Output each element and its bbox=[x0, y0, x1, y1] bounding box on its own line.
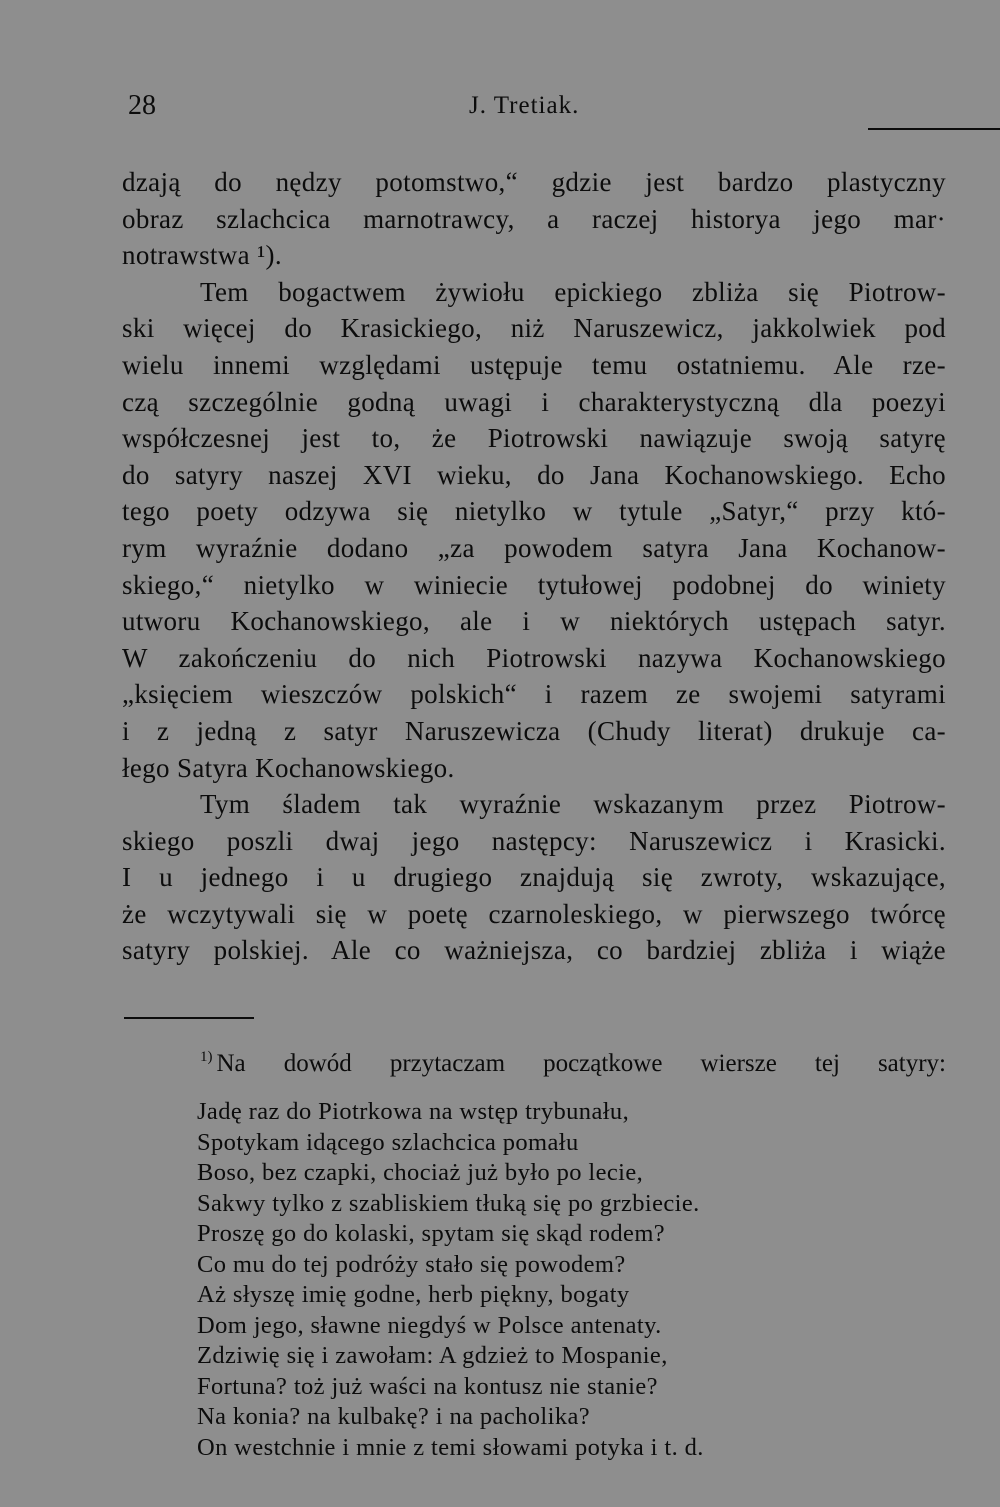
main-text bbox=[122, 164, 946, 969]
text-line: utworu Kochanowskiego, ale i w niektórych ustępach satyr. bbox=[122, 606, 946, 637]
running-head: J. Tretiak. bbox=[469, 92, 580, 119]
verse-line: Dom jego, sławne niegdyś w Polsce antenaty. bbox=[197, 1311, 662, 1339]
text-line: wielu innemi względami ustępuje temu ostatniemu. Ale rze- bbox=[122, 349, 946, 380]
text-line: notrawstwa ¹). bbox=[122, 240, 282, 271]
text-line: W zakończeniu do nich Piotrowski nazywa Kochanowskiego bbox=[122, 642, 946, 673]
verse-line: Jadę raz do Piotrkowa na wstęp trybunału, bbox=[197, 1098, 630, 1125]
text-line: dzają do nędzy potomstwo,“ gdzie jest bardzo plastyczny bbox=[122, 167, 946, 197]
text-line: obraz szlachcica marnotrawcy, a raczej historya jego mar· bbox=[122, 203, 946, 234]
verse-line: Boso, bez czapki, chociaż już było po lecie, bbox=[197, 1159, 644, 1186]
footnote-mark: 1) bbox=[200, 1049, 213, 1065]
text-line: współczesnej jest to, że Piotrowski nawiązuje swoją satyrę bbox=[122, 423, 946, 454]
verse-line: Na konia? na kulbakę? i na pacholika? bbox=[197, 1403, 591, 1430]
verse-line: Aż słyszę imię godne, herb piękny, bogaty bbox=[197, 1281, 630, 1308]
verse-line: Zdziwię się i zawołam: A gdzież to Mospanie, bbox=[197, 1342, 668, 1369]
verse-line: Proszę go do kolaski, spytam się skąd rodem? bbox=[197, 1220, 666, 1247]
text-line: łego Satyra Kochanowskiego. bbox=[122, 752, 455, 783]
page-number: 28 bbox=[128, 90, 156, 121]
footnote-intro bbox=[200, 1041, 946, 1080]
verse-line: On westchnie i mnie z temi słowami potyka i t. d. bbox=[197, 1433, 704, 1461]
footnote-intro-text: Na dowód przytaczam początkowe wiersze tej satyry: bbox=[216, 1050, 946, 1077]
header-rule bbox=[868, 128, 1000, 130]
text-line: I u jednego i u drugiego znajdują się zwroty, wskazujące, bbox=[122, 862, 946, 893]
verse-line: Fortuna? toż już waści na kontusz nie stanie? bbox=[197, 1372, 658, 1400]
text-line: Tym śladem tak wyraźnie wskazanym przez Piotrow- bbox=[200, 789, 946, 820]
text-line: tego poety odzywa się nietylko w tytule „Satyr,“ przy któ- bbox=[122, 496, 946, 527]
footnote-rule bbox=[124, 1017, 254, 1019]
footnote-verse bbox=[197, 1097, 897, 1463]
text-line: rym wyraźnie dodano „za powodem satyra Jana Kochanow- bbox=[122, 532, 946, 563]
text-line: i z jedną z satyr Naruszewicza (Chudy literat) drukuje ca- bbox=[122, 715, 946, 746]
text-line: czą szczególnie godną uwagi i charakterystyczną dla poezyi bbox=[122, 386, 946, 417]
verse-line: Spotykam idącego szlachcica pomału bbox=[197, 1128, 579, 1156]
text-line: ski więcej do Krasickiego, niż Naruszewicz, jakkolwiek pod bbox=[122, 313, 946, 344]
text-line: „księciem wieszczów polskich“ i razem ze swojemi satyrami bbox=[122, 679, 946, 710]
verse-line: Sakwy tylko z szabliskiem tłuką się po grzbiecie. bbox=[197, 1189, 700, 1217]
page-header bbox=[128, 88, 948, 128]
text-line: skiego,“ nietylko w winiecie tytułowej podobnej do winiety bbox=[122, 569, 946, 600]
text-line: do satyry naszej XVI wieku, do Jana Kochanowskiego. Echo bbox=[122, 459, 946, 490]
text-line: Tem bogactwem żywiołu epickiego zbliża się Piotrow- bbox=[200, 276, 946, 307]
text-line: że wczytywali się w poetę czarnoleskiego, w pierwszego twórcę bbox=[122, 898, 946, 929]
text-line: skiego poszli dwaj jego następcy: Naruszewicz i Krasicki. bbox=[122, 825, 946, 856]
verse-line: Co mu do tej podróży stało się powodem? bbox=[197, 1250, 626, 1278]
text-line: satyry polskiej. Ale co ważniejsza, co bardziej zbliża i wiąże bbox=[122, 935, 946, 966]
